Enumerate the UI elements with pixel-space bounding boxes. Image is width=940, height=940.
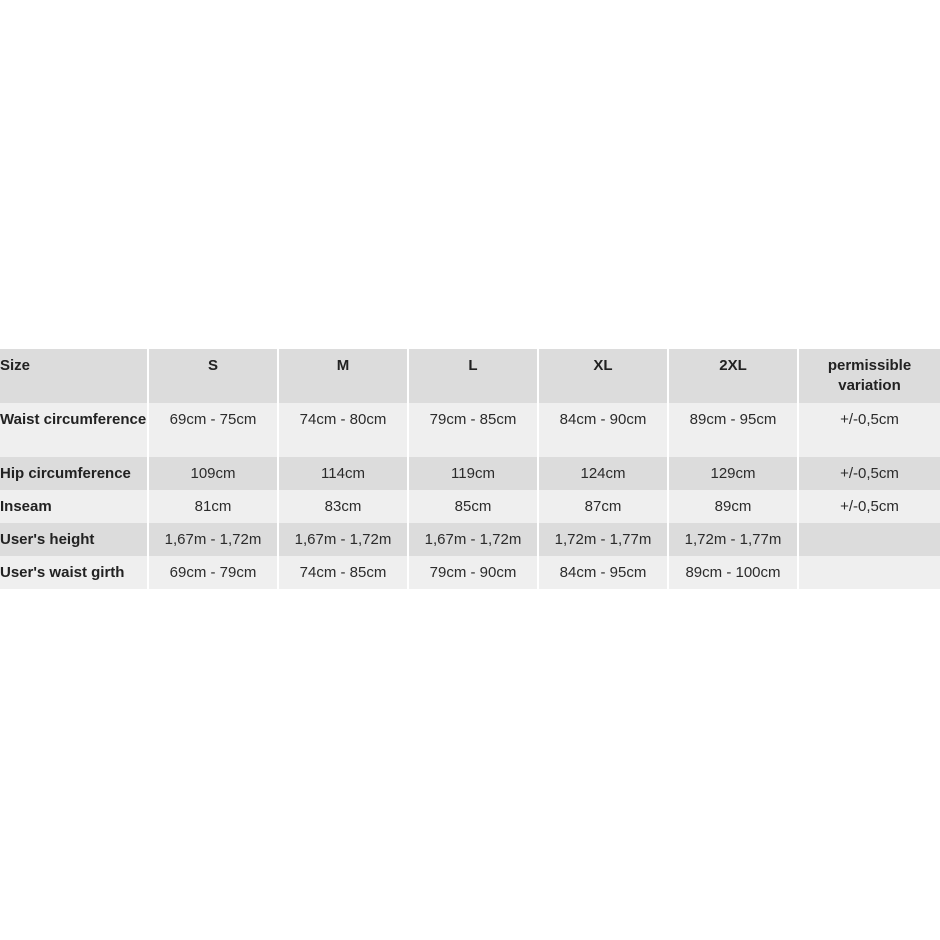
table-cell: 1,67m - 1,72m xyxy=(148,523,278,556)
table-cell: 89cm xyxy=(668,490,798,523)
table-row xyxy=(0,556,940,589)
table-cell: +/-0,5cm xyxy=(840,465,899,482)
table-cell: 1,72m - 1,77m xyxy=(538,523,668,556)
table-header-row xyxy=(0,349,940,403)
table-cell: 124cm xyxy=(538,457,668,490)
table-cell: 1,72m - 1,77m xyxy=(668,523,798,556)
header-permissible-variation: permissible variation xyxy=(827,357,912,394)
table-cell: 129cm xyxy=(668,457,798,490)
row-label: Hip circumference xyxy=(0,457,148,490)
table-cell xyxy=(798,556,940,589)
table-cell: 69cm - 75cm xyxy=(148,403,278,457)
table-cell: 81cm xyxy=(148,490,278,523)
table-cell: 69cm - 79cm xyxy=(148,556,278,589)
table-row xyxy=(0,457,940,490)
header-size-s: S xyxy=(148,349,278,403)
table-cell: 84cm - 90cm xyxy=(538,403,668,457)
row-label: User's waist girth xyxy=(0,556,148,589)
table-cell: 119cm xyxy=(408,457,538,490)
table-row xyxy=(0,490,940,523)
table-cell: +/-0,5cm xyxy=(840,411,899,428)
table-cell: 89cm - 100cm xyxy=(668,556,798,589)
table-row xyxy=(0,403,940,457)
table-cell: 114cm xyxy=(278,457,408,490)
table-row xyxy=(0,523,940,556)
row-label: Waist circumference xyxy=(0,403,148,457)
table-cell: 87cm xyxy=(538,490,668,523)
table-cell: 109cm xyxy=(148,457,278,490)
table-cell: 83cm xyxy=(278,490,408,523)
table-cell: +/-0,5cm xyxy=(840,498,899,515)
header-size: Size xyxy=(0,349,148,403)
table-cell: 79cm - 90cm xyxy=(408,556,538,589)
table-cell: 74cm - 85cm xyxy=(278,556,408,589)
table-cell: 1,67m - 1,72m xyxy=(408,523,538,556)
header-size-xl: XL xyxy=(538,349,668,403)
table-cell: 74cm - 80cm xyxy=(278,403,408,457)
table-cell: 79cm - 85cm xyxy=(408,403,538,457)
table-cell: 84cm - 95cm xyxy=(538,556,668,589)
header-size-m: M xyxy=(278,349,408,403)
header-size-l: L xyxy=(408,349,538,403)
table-cell xyxy=(798,523,940,556)
header-size-2xl: 2XL xyxy=(668,349,798,403)
row-label: Inseam xyxy=(0,490,148,523)
table-cell: 85cm xyxy=(408,490,538,523)
size-chart-table xyxy=(0,349,940,589)
row-label: User's height xyxy=(0,523,148,556)
table-cell: 1,67m - 1,72m xyxy=(278,523,408,556)
table-cell: 89cm - 95cm xyxy=(668,403,798,457)
